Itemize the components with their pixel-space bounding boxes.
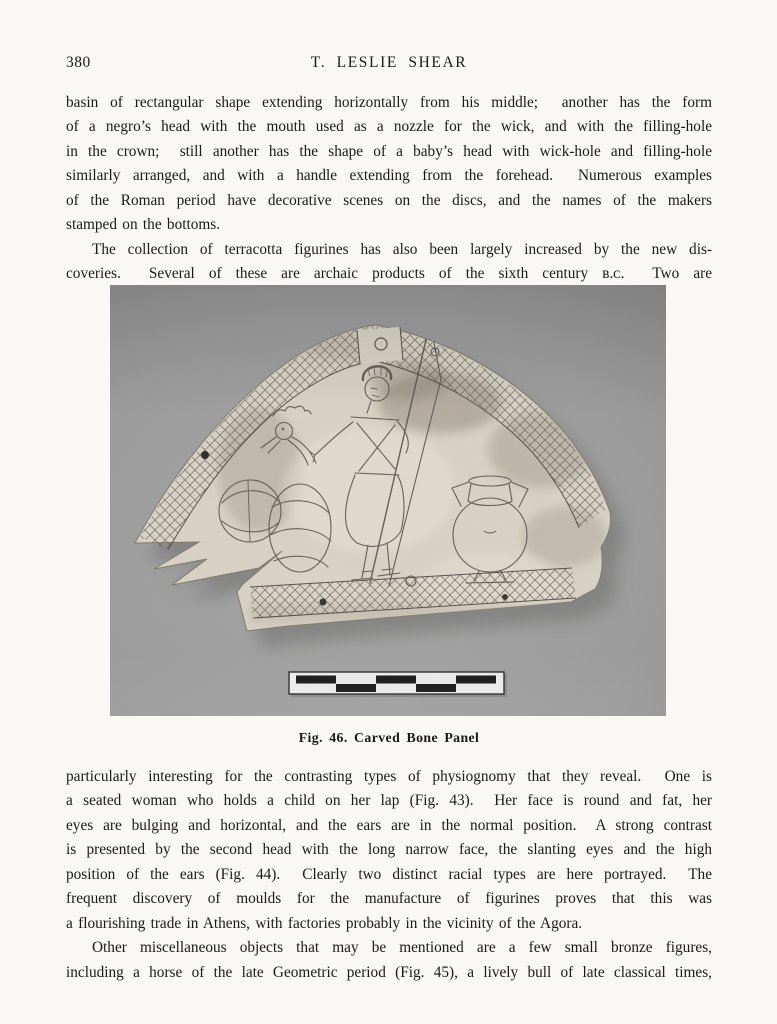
running-head-author: T. LESLIE SHEAR [310,54,468,71]
running-header [66,54,712,76]
text-line: eyes are bulging and horizontal, and the ears are in the normal position. A strong contrast [66,816,712,834]
body-text-above-figure [66,91,712,287]
text-line: in the crown; still another has the shape of a baby’s head with wick-hole and filling-hole [66,142,712,160]
figure-caption: Fig. 46. Carved Bone Panel [298,730,480,745]
carved-bone-panel-photo [110,285,666,716]
text-line: is presented by the second head with the long narrow face, the slanting eyes and the high [66,841,712,859]
text-line: position of the ears (Fig. 44). Clearly two distinct racial types are here portrayed. The [66,865,712,883]
text-line: The collection of terracotta figurines has also been largely increased by the new dis- [92,240,712,258]
figure-photograph [110,285,666,716]
text-line: particularly interesting for the contrasting types of physiognomy that they reveal. One is [66,768,712,785]
text-line: including a horse of the late Geometric period (Fig. 45), a lively bull of late classical times, [66,963,712,981]
text-line: frequent discovery of moulds for the manufacture of figurines proves that this was [66,890,712,908]
text-line: stamped on the bottoms. [66,216,221,234]
text-line: basin of rectangular shape extending horizontally from his middle; another has the form [66,94,712,111]
body-text-below-figure [66,765,712,985]
text-line: a seated woman who holds a child on her lap (Fig. 43). Her face is round and fat, her [66,792,712,810]
text-line: of the Roman period have decorative scenes on the discs, and the names of the makers [66,191,712,209]
text-line: Other miscellaneous objects that may be mentioned are a few small bronze figures, [92,939,712,957]
text-line: coveries. Several of these are archaic products of the sixth century ʙ.ᴄ. Two are [66,265,712,283]
text-line: of a negro’s head with the mouth used as a nozzle for the wick, and with the filling-hole [66,118,712,136]
text-line: similarly arranged, and with a handle extending from the forehead. Numerous examples [66,167,712,185]
text-line: a flourishing trade in Athens, with factories probably in the vicinity of the Agora. [66,914,583,932]
page-number: 380 [66,54,91,71]
